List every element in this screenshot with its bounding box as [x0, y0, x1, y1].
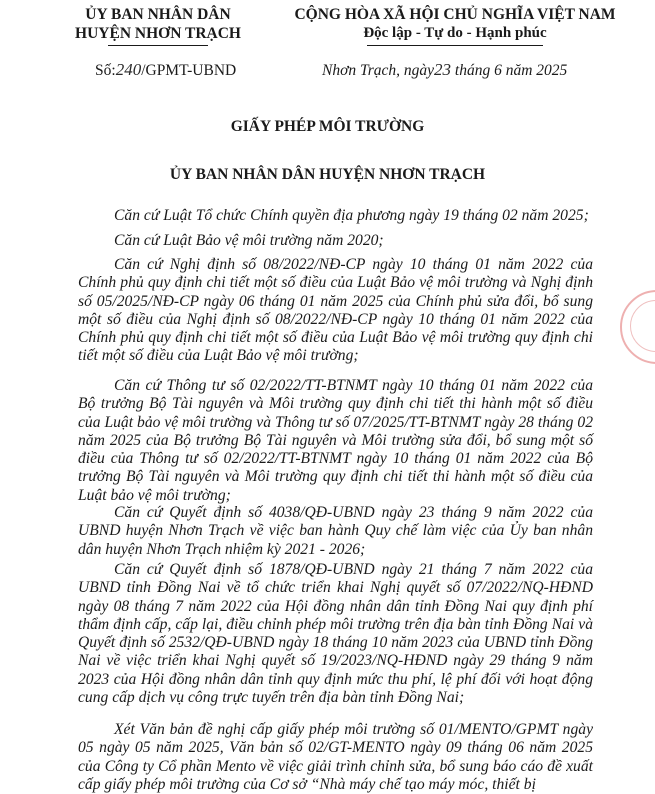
paragraph-legal-basis-1: Căn cứ Luật Tổ chức Chính quyền địa phương ngày 19 tháng 02 năm 2025; — [114, 207, 589, 224]
handwritten-day: 23 — [434, 60, 452, 79]
paragraph-legal-basis-2: Căn cứ Luật Bảo vệ môi trường năm 2020; — [114, 232, 384, 249]
document-date — [322, 60, 567, 80]
date-rest: tháng 6 năm 2025 — [454, 62, 568, 79]
date-place: Nhơn Trạch, ngày — [322, 62, 435, 79]
motto-underline — [367, 45, 543, 46]
paragraph-legal-basis-5: Căn cứ Quyết định số 4038/QĐ-UBND ngày 23 tháng 9 năm 2022 của UBND huyện Nhơn Trạch về việc ban hành Quy chế làm việc của Ủy ban nhân dân huyện Nhơn Trạch nhiệm kỳ 2021 - 2026; — [78, 504, 593, 558]
number-prefix: Số: — [95, 62, 116, 79]
paragraph-consideration: Xét Văn bản đề nghị cấp giấy phép môi trường số 01/MENTO/GPMT ngày 05 ngày 05 năm 2025, Văn bản số 02/GT-MENTO ngày 09 tháng 06 năm 2025 của Công ty Cổ phần Mento về việc giải trình chỉnh sửa, bổ sung báo cáo đề xuất cấp giấy phép môi trường của Cơ sở “Nhà máy chế tạo máy móc, thiết bị — [78, 721, 593, 793]
agency-underline — [108, 45, 208, 46]
paragraph-legal-basis-3: Căn cứ Nghị định số 08/2022/NĐ-CP ngày 10 tháng 01 năm 2022 của Chính phủ quy định chi tiết một số điều của Luật Bảo vệ môi trường và Nghị định số 05/2025/NĐ-CP ngày 06 tháng 01 năm 2025 của Chính phủ sửa đổi, bổ sung một số điều của Nghị định số 08/2022/NĐ-CP ngày 10 tháng 01 năm 2022 của Chính phủ quy định chi tiết một số điều của Luật Bảo vệ môi trường quy định chi tiết một số điều của Luật Bảo vệ môi trường; — [78, 256, 593, 365]
paragraph-legal-basis-6: Căn cứ Quyết định số 1878/QĐ-UBND ngày 21 tháng 7 năm 2022 của UBND tỉnh Đồng Nai về tổ chức triển khai Nghị quyết số 07/2022/NQ-HĐND ngày 08 tháng 7 năm 2022 của Hội đồng nhân dân tỉnh Đồng Nai quy định phí thẩm định cấp, cấp lại, điều chỉnh phép môi trường trên địa bàn tỉnh Đồng Nai và Quyết định số 2532/QĐ-UBND ngày 18 tháng 10 năm 2023 của UBND tỉnh Đồng Nai về việc triển khai Nghị quyết số 19/2023/NQ-HĐND ngày 29 tháng 9 năm 2023 của Hội đồng nhân dân tỉnh quy định mức thu phí, lệ phí đối với hoạt động cung cấp dịch vụ công trực tuyến trên địa bàn tỉnh Đồng Nai; — [78, 561, 593, 707]
national-motto: Độc lập - Tự do - Hạnh phúc — [363, 25, 547, 41]
document-number — [95, 60, 236, 80]
agency-line-2: HUYỆN NHƠN TRẠCH — [75, 25, 241, 42]
number-suffix: /GPMT-UBND — [141, 62, 237, 79]
handwritten-number: 240 — [115, 60, 142, 79]
document-title: GIẤY PHÉP MÔI TRƯỜNG — [230, 118, 425, 135]
national-header — [270, 5, 640, 43]
paragraph-legal-basis-4: Căn cứ Thông tư số 02/2022/TT-BTNMT ngày 10 tháng 01 năm 2022 của Bộ trưởng Bộ Tài nguyên và Môi trường quy định chi tiết thi hành một số điều của Luật bảo vệ môi trường và Thông tư số 07/2025/TT-BTNMT ngày 28 tháng 02 năm 2025 của Bộ trưởng Bộ Tài nguyên và Môi trường sửa đổi, bổ sung một số điều của Thông tư số 02/2022/TT-BTNMT ngày 10 tháng 01 năm 2022 của Bộ trưởng Bộ Tài nguyên và Môi trường quy định chi tiết thi hành một số điều của Luật bảo vệ môi trường; — [78, 377, 593, 504]
agency-line-1: ỦY BAN NHÂN DÂN — [85, 6, 231, 23]
issuer-title: ỦY BAN NHÂN DÂN HUYỆN NHƠN TRẠCH — [169, 166, 486, 183]
national-name: CỘNG HÒA XÃ HỘI CHỦ NGHĨA VIỆT NAM — [294, 6, 616, 23]
issuing-agency-header — [58, 5, 258, 43]
